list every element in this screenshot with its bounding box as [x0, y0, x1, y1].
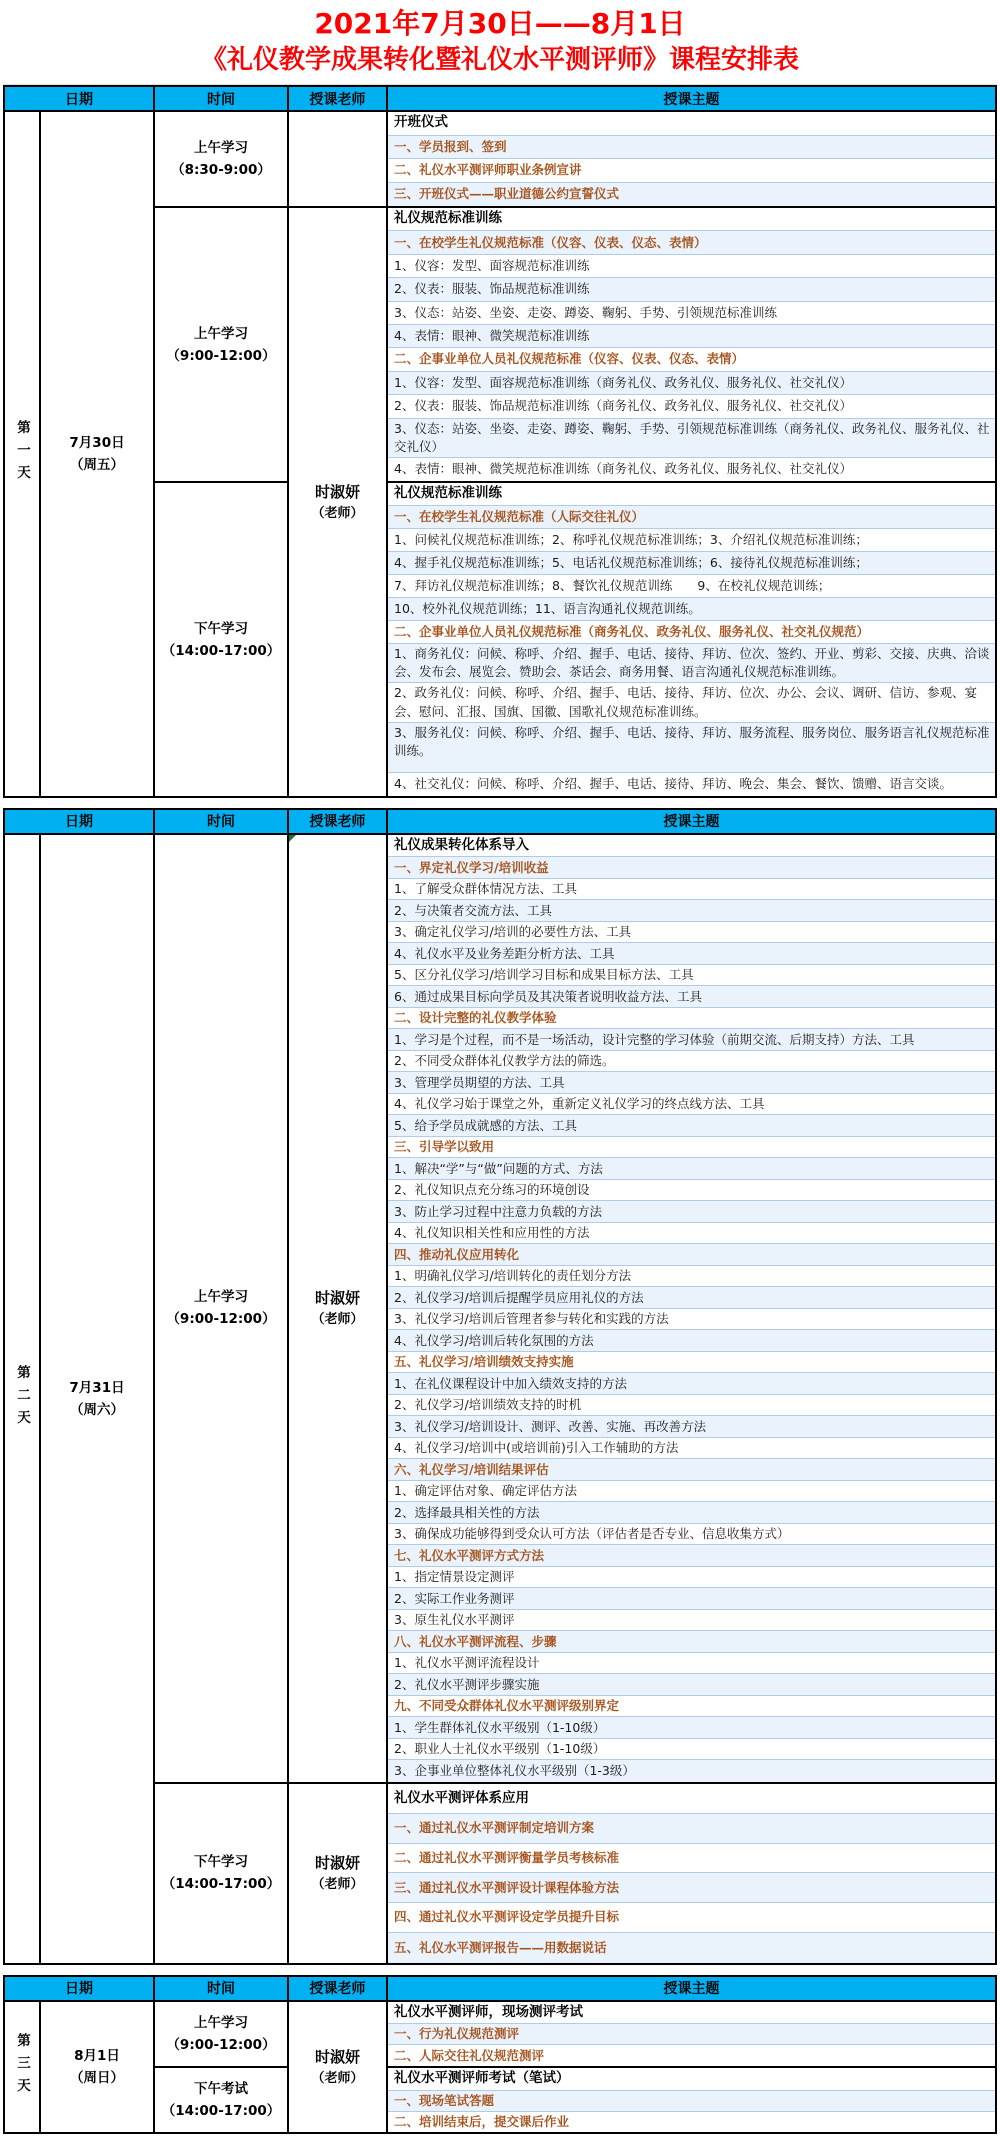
- topic-text: 4、社交礼仪：问候、称呼、介绍、握手、电话、接待、拜访、晚会、集会、餐饮、馈赠、语言交谈。: [394, 776, 952, 792]
- topic-line: [388, 857, 995, 879]
- column-header-date: 日期: [5, 1977, 153, 2000]
- topic-cell: [386, 481, 995, 796]
- teacher-name: 时淑妍: [314, 1854, 360, 1873]
- teacher-title-suffix: （老师）: [311, 505, 364, 521]
- topic-text: 3、礼仪学习/培训设计、测评、改善、实施、再改善方法: [394, 1418, 707, 1434]
- topic-text: 2、与决策者交流方法、工具: [394, 902, 552, 918]
- column-header-topic: 授课主题: [386, 1977, 995, 2000]
- topic-line: [388, 112, 995, 136]
- topic-text: 3、服务礼仪：问候、称呼、介绍、握手、电话、接待、拜访、服务流程、服务岗位、服务语言礼仪规范标准训练。: [394, 724, 990, 758]
- topic-text: 7、拜访礼仪规范标准训练；8、餐饮礼仪规范训练 9、在校礼仪规范训练；: [394, 578, 831, 594]
- teacher-cell: [287, 835, 386, 1782]
- day-label: 第三天: [5, 2002, 39, 2132]
- topic-line: [388, 1588, 995, 1610]
- date-line-2: （周日）: [70, 2069, 124, 2086]
- topic-line: [388, 1330, 995, 1352]
- topic-text: 4、礼仪学习/培训后转化氛围的方法: [394, 1332, 594, 1348]
- topic-line: [388, 943, 995, 965]
- topic-text: 1、了解受众群体情况方法、工具: [394, 881, 577, 897]
- topic-text: 五、礼仪水平测评报告——用数据说话: [394, 1939, 607, 1955]
- topic-line: [388, 506, 995, 529]
- date-cell: [39, 2002, 153, 2132]
- topic-line: [388, 1008, 995, 1030]
- topic-line: [388, 208, 995, 231]
- topic-line: [388, 552, 995, 575]
- topic-line: [388, 1244, 995, 1266]
- topic-line: [388, 1760, 995, 1782]
- topic-text: 1、指定情景设定测评: [394, 1569, 515, 1585]
- topic-line: [388, 2068, 995, 2091]
- column-header-time: 时间: [153, 87, 287, 110]
- topic-line: [388, 1674, 995, 1696]
- teacher-name: 时淑妍: [314, 2047, 360, 2066]
- topic-text: 3、原生礼仪水平测评: [394, 1612, 515, 1628]
- time-line-2: （8:30-9:00）: [171, 162, 271, 178]
- topic-line: [388, 1933, 995, 1963]
- topic-text: 4、握手礼仪规范标准训练；5、电话礼仪规范标准训练；6、接待礼仪规范标准训练；: [394, 555, 868, 571]
- topic-line: [388, 278, 995, 301]
- topic-line: [388, 1373, 995, 1395]
- topic-line: [388, 255, 995, 278]
- date-line-2: （周六）: [70, 1401, 124, 1418]
- column-header-time: 时间: [153, 1977, 287, 2000]
- time-line-2: （9:00-12:00）: [166, 347, 276, 364]
- time-line-1: 上午学习: [194, 2014, 248, 2031]
- topic-text: 三、引导学以致用: [394, 1139, 495, 1155]
- teacher-name: 时淑妍: [314, 1289, 360, 1308]
- session-time-cell: [153, 206, 287, 481]
- topic-line: [388, 683, 995, 722]
- topic-line: [388, 1717, 995, 1739]
- topic-text: 2、职业人士礼仪水平级别（1-10级）: [394, 1741, 606, 1757]
- session-time-cell: [153, 1782, 287, 1963]
- time-line-2: （14:00-17:00）: [161, 1876, 281, 1893]
- topic-line: [388, 231, 995, 254]
- topic-text: 4、礼仪水平及业务差距分析方法、工具: [394, 945, 615, 961]
- topic-text: 5、区分礼仪学习/培训学习目标和成果目标方法、工具: [394, 967, 694, 983]
- column-header-teacher: 授课老师: [287, 810, 386, 833]
- topic-text: 2、选择最具相关性的方法: [394, 1504, 540, 1520]
- topic-line: [388, 1201, 995, 1223]
- topic-line: [388, 965, 995, 987]
- topic-line: [388, 1072, 995, 1094]
- session-time-cell: [153, 112, 287, 206]
- topic-text: 2、仪表：服装、饰品规范标准训练（商务礼仪、政务礼仪、服务礼仪、社交礼仪）: [394, 398, 852, 414]
- topic-cell: [386, 2066, 995, 2132]
- column-header-row: [5, 87, 995, 112]
- topic-text: 4、表情：眼神、微笑规范标准训练: [394, 328, 590, 344]
- column-header-row: [5, 810, 995, 835]
- topic-line: [388, 922, 995, 944]
- topic-line: [388, 1653, 995, 1675]
- topic-line: [388, 1844, 995, 1874]
- topic-line: [388, 835, 995, 858]
- session-time-cell: [153, 481, 287, 796]
- teacher-cell: [287, 112, 386, 206]
- page-title: [0, 0, 1000, 77]
- topic-line: [388, 1873, 995, 1903]
- topic-text: 开班仪式: [394, 114, 448, 131]
- topic-line: [388, 1481, 995, 1503]
- topic-text: 二、培训结束后，提交课后作业: [394, 2113, 570, 2129]
- topic-cell: [386, 206, 995, 481]
- topic-cell: [386, 1782, 995, 1963]
- column-header-teacher: 授课老师: [287, 1977, 386, 2000]
- topic-line: [388, 621, 995, 644]
- day-section-1: [3, 85, 997, 798]
- column-header-teacher: 授课老师: [287, 87, 386, 110]
- column-header-time: 时间: [153, 810, 287, 833]
- topic-line: [388, 1416, 995, 1438]
- topic-text: 2、政务礼仪：问候、称呼、介绍、握手、电话、接待、拜访、位次、办公、会议、调研、信访、参观、宴会、慰问、汇报、国旗、国徽、国歌礼仪规范标准训练。: [394, 685, 977, 719]
- topic-text: 三、通过礼仪水平测评设计课程体验方法: [394, 1879, 620, 1895]
- topic-text: 5、给予学员成就感的方法、工具: [394, 1117, 577, 1133]
- topic-text: 礼仪成果转化体系导入: [394, 836, 529, 853]
- topic-line: [388, 1223, 995, 1245]
- topic-line: [388, 395, 995, 418]
- date-line-2: （周五）: [70, 456, 124, 473]
- topic-text: 3、确定礼仪学习/培训的必要性方法、工具: [394, 924, 632, 940]
- teacher-title-suffix: （老师）: [311, 1877, 364, 1893]
- topic-text: 三、开班仪式——职业道德公约宣誓仪式: [394, 186, 620, 202]
- topic-text: 一、在校学生礼仪规范标准（人际交往礼仪）: [394, 509, 645, 525]
- topic-line: [388, 575, 995, 598]
- topic-line: [388, 1545, 995, 1567]
- topic-text: 礼仪水平测评体系应用: [394, 1789, 529, 1806]
- day-body: [5, 835, 995, 1963]
- topic-text: 3、企事业单位整体礼仪水平级别（1-3级）: [394, 1763, 635, 1779]
- topic-line: [388, 2024, 995, 2045]
- topic-line: [388, 723, 995, 773]
- topic-line: [388, 2002, 995, 2025]
- topic-text: 二、企事业单位人员礼仪规范标准（仪容、仪表、仪态、表情）: [394, 351, 745, 367]
- topic-text: 六、礼仪学习/培训结果评估: [394, 1461, 549, 1477]
- topic-text: 1、明确礼仪学习/培训转化的责任划分方法: [394, 1268, 632, 1284]
- topic-line: [388, 1814, 995, 1844]
- topic-line: [388, 419, 995, 458]
- topic-text: 二、企事业单位人员礼仪规范标准（商务礼仪、政务礼仪、服务礼仪、社交礼仪规范）: [394, 624, 870, 640]
- day-label: 第一天: [5, 112, 39, 796]
- time-line-1: 下午学习: [194, 1854, 248, 1871]
- topic-line: [388, 879, 995, 901]
- date-cell: [39, 835, 153, 1963]
- topic-line: [388, 1137, 995, 1159]
- teacher-cell: [287, 206, 386, 796]
- topic-text: 3、礼仪学习/培训后管理者参与转化和实践的方法: [394, 1311, 669, 1327]
- topic-text: 1、问候礼仪规范标准训练；2、称呼礼仪规范标准训练；3、介绍礼仪规范标准训练；: [394, 532, 868, 548]
- topic-line: [388, 1459, 995, 1481]
- topic-text: 一、现场笔试答题: [394, 2092, 495, 2108]
- topic-text: 4、礼仪学习/培训中(或培训前)引入工作辅助的方法: [394, 1440, 679, 1456]
- time-line-2: （14:00-17:00）: [161, 2102, 281, 2119]
- time-line-1: 上午学习: [194, 325, 248, 342]
- teacher-cell: [287, 2002, 386, 2132]
- topic-text: 1、学生群体礼仪水平级别（1-10级）: [394, 1719, 606, 1735]
- topic-text: 4、表情：眼神、微笑规范标准训练（商务礼仪、政务礼仪、服务礼仪、社交礼仪）: [394, 461, 852, 477]
- topic-cell: [386, 112, 995, 206]
- topic-line: [388, 458, 995, 481]
- topic-text: 1、仪容：发型、面容规范标准训练（商务礼仪、政务礼仪、服务礼仪、社交礼仪）: [394, 374, 852, 390]
- spreadsheet-gap-strip: [3, 77, 997, 85]
- topic-text: 3、防止学习过程中注意力负载的方法: [394, 1203, 602, 1219]
- topic-line: [388, 1029, 995, 1051]
- date-line-1: 8月1日: [74, 2047, 120, 2064]
- title-date-range: 2021年7月30日——8月1日: [314, 7, 686, 40]
- date-cell: [39, 112, 153, 796]
- topic-line: [388, 1309, 995, 1331]
- topic-line: [388, 136, 995, 160]
- topic-text: 2、礼仪水平测评步骤实施: [394, 1676, 540, 1692]
- topic-line: [388, 1180, 995, 1202]
- topic-text: 6、通过成果目标向学员及其决策者说明收益方法、工具: [394, 988, 702, 1004]
- topic-line: [388, 900, 995, 922]
- topic-text: 四、推动礼仪应用转化: [394, 1246, 520, 1262]
- topic-text: 二、通过礼仪水平测评衡量学员考核标准: [394, 1849, 620, 1865]
- topic-text: 2、礼仪学习/培训绩效支持的时机: [394, 1397, 582, 1413]
- teacher-name: 时淑妍: [314, 482, 360, 501]
- topic-text: 3、管理学员期望的方法、工具: [394, 1074, 565, 1090]
- topic-cell: [386, 2002, 995, 2066]
- topic-line: [388, 1610, 995, 1632]
- column-header-topic: 授课主题: [386, 87, 995, 110]
- topic-text: 2、实际工作业务测评: [394, 1590, 515, 1606]
- time-line-1: 上午学习: [194, 140, 248, 156]
- topic-line: [388, 1524, 995, 1546]
- topic-text: 2、不同受众群体礼仪教学方法的筛选。: [394, 1053, 615, 1069]
- teacher-title-suffix: （老师）: [311, 1312, 364, 1328]
- topic-text: 一、界定礼仪学习/培训收益: [394, 859, 549, 875]
- topic-line: [388, 483, 995, 506]
- topic-line: [388, 1266, 995, 1288]
- topic-text: 4、礼仪学习始于课堂之外，重新定义礼仪学习的终点线方法、工具: [394, 1096, 765, 1112]
- topic-text: 3、仪态：站姿、坐姿、走姿、蹲姿、鞠躬、手势、引领规范标准训练: [394, 304, 777, 320]
- topic-text: 1、解决“学”与“做”问题的方式、方法: [394, 1160, 603, 1176]
- topic-text: 1、仪容：发型、面容规范标准训练: [394, 257, 590, 273]
- session-time-cell: [153, 835, 287, 1782]
- date-line-1: 7月31日: [69, 1379, 125, 1396]
- topic-text: 一、通过礼仪水平测评制定培训方案: [394, 1820, 595, 1836]
- topic-line: [388, 1502, 995, 1524]
- day-section-2: [3, 808, 997, 1965]
- topic-text: 礼仪水平测评师，现场测评考试: [394, 2003, 583, 2020]
- section-gap: [0, 798, 1000, 808]
- section-gap: [0, 1965, 1000, 1975]
- teacher-title-suffix: （老师）: [311, 2070, 364, 2086]
- topic-line: [388, 159, 995, 183]
- topic-text: 五、礼仪学习/培训绩效支持实施: [394, 1354, 574, 1370]
- column-header-topic: 授课主题: [386, 810, 995, 833]
- topic-line: [388, 598, 995, 621]
- time-line-1: 下午考试: [194, 2080, 248, 2097]
- topic-line: [388, 325, 995, 348]
- topic-line: [388, 1395, 995, 1417]
- topic-cell: [386, 835, 995, 1782]
- topic-line: [388, 1352, 995, 1374]
- topic-line: [388, 1784, 995, 1814]
- topic-line: [388, 986, 995, 1008]
- column-header-date: 日期: [5, 87, 153, 110]
- topic-text: 1、礼仪水平测评流程设计: [394, 1655, 540, 1671]
- day-body: [5, 112, 995, 796]
- date-line-1: 7月30日: [69, 434, 125, 451]
- time-line-2: （9:00-12:00）: [166, 1311, 276, 1328]
- time-line-1: 下午学习: [194, 620, 248, 637]
- column-header-row: [5, 1977, 995, 2002]
- topic-line: [388, 529, 995, 552]
- topic-line: [388, 773, 995, 796]
- topic-line: [388, 348, 995, 371]
- topic-line: [388, 1567, 995, 1589]
- topic-text: 2、礼仪学习/培训后提醒学员应用礼仪的方法: [394, 1289, 644, 1305]
- topic-text: 1、在礼仪课程设计中加入绩效支持的方法: [394, 1375, 627, 1391]
- topic-text: 一、在校学生礼仪规范标准（仪容、仪表、仪态、表情）: [394, 234, 707, 250]
- topic-text: 2、礼仪知识点充分练习的环境创设: [394, 1182, 590, 1198]
- topic-text: 九、不同受众群体礼仪水平测评级别界定: [394, 1698, 620, 1714]
- topic-text: 七、礼仪水平测评方式方法: [394, 1547, 545, 1563]
- topic-line: [388, 2091, 995, 2112]
- topic-line: [388, 302, 995, 325]
- topic-text: 八、礼仪水平测评流程、步骤: [394, 1633, 557, 1649]
- topic-line: [388, 183, 995, 207]
- topic-line: [388, 1094, 995, 1116]
- topic-text: 3、仪态：站姿、坐姿、走姿、蹲姿、鞠躬、手势、引领规范标准训练（商务礼仪、政务礼仪、服务礼仪、社交礼仪）: [394, 420, 990, 454]
- title-course-name: 《礼仪教学成果转化暨礼仪水平测评师》课程安排表: [200, 45, 799, 75]
- topic-text: 一、行为礼仪规范测评: [394, 2026, 520, 2042]
- topic-text: 1、确定评估对象、确定评估方法: [394, 1483, 577, 1499]
- comment-marker-icon: [289, 835, 296, 842]
- topic-line: [388, 1051, 995, 1073]
- topic-line: [388, 1631, 995, 1653]
- session-time-cell: [153, 2066, 287, 2132]
- day-section-3: [3, 1975, 997, 2134]
- column-header-date: 日期: [5, 810, 153, 833]
- topic-line: [388, 1287, 995, 1309]
- topic-line: [388, 2112, 995, 2132]
- topic-text: 四、通过礼仪水平测评设定学员提升目标: [394, 1909, 620, 1925]
- time-line-2: （9:00-12:00）: [166, 2036, 276, 2053]
- topic-text: 2、仪表：服装、饰品规范标准训练: [394, 281, 590, 297]
- topic-text: 10、校外礼仪规范训练；11、语言沟通礼仪规范训练。: [394, 601, 701, 617]
- topic-line: [388, 644, 995, 683]
- topic-text: 礼仪规范标准训练: [394, 485, 502, 502]
- teacher-cell: [287, 1782, 386, 1963]
- topic-text: 1、商务礼仪：问候、称呼、介绍、握手、电话、接待、拜访、位次、签约、开业、剪彩、交接、庆典、洽谈会、发布会、展览会、赞助会、茶话会、商务用餐、语言沟通礼仪规范标准训练。: [394, 646, 990, 680]
- topic-line: [388, 1158, 995, 1180]
- topic-line: [388, 1115, 995, 1137]
- schedule-sections: [0, 85, 1000, 2134]
- topic-text: 3、确保成功能够得到受众认可方法（评估者是否专业、信息收集方式）: [394, 1526, 790, 1542]
- time-line-2: （14:00-17:00）: [161, 642, 281, 659]
- topic-text: 二、人际交往礼仪规范测评: [394, 2047, 545, 2063]
- topic-text: 一、学员报到、签到: [394, 138, 507, 154]
- topic-text: 礼仪规范标准训练: [394, 210, 502, 227]
- topic-line: [388, 1696, 995, 1718]
- topic-line: [388, 2045, 995, 2066]
- time-line-1: 上午学习: [194, 1289, 248, 1306]
- topic-line: [388, 1903, 995, 1933]
- session-time-cell: [153, 2002, 287, 2066]
- topic-text: 礼仪水平测评师考试（笔试）: [394, 2069, 570, 2086]
- topic-text: 1、学习是个过程，而不是一场活动，设计完整的学习体验（前期交流、后期支持）方法、工具: [394, 1031, 915, 1047]
- topic-line: [388, 1438, 995, 1460]
- topic-line: [388, 372, 995, 395]
- topic-text: 4、礼仪知识相关性和应用性的方法: [394, 1225, 590, 1241]
- day-body: [5, 2002, 995, 2132]
- topic-line: [388, 1739, 995, 1761]
- topic-text: 二、礼仪水平测评师职业条例宣讲: [394, 162, 582, 178]
- day-label: 第二天: [5, 835, 39, 1963]
- topic-text: 二、设计完整的礼仪教学体验: [394, 1010, 557, 1026]
